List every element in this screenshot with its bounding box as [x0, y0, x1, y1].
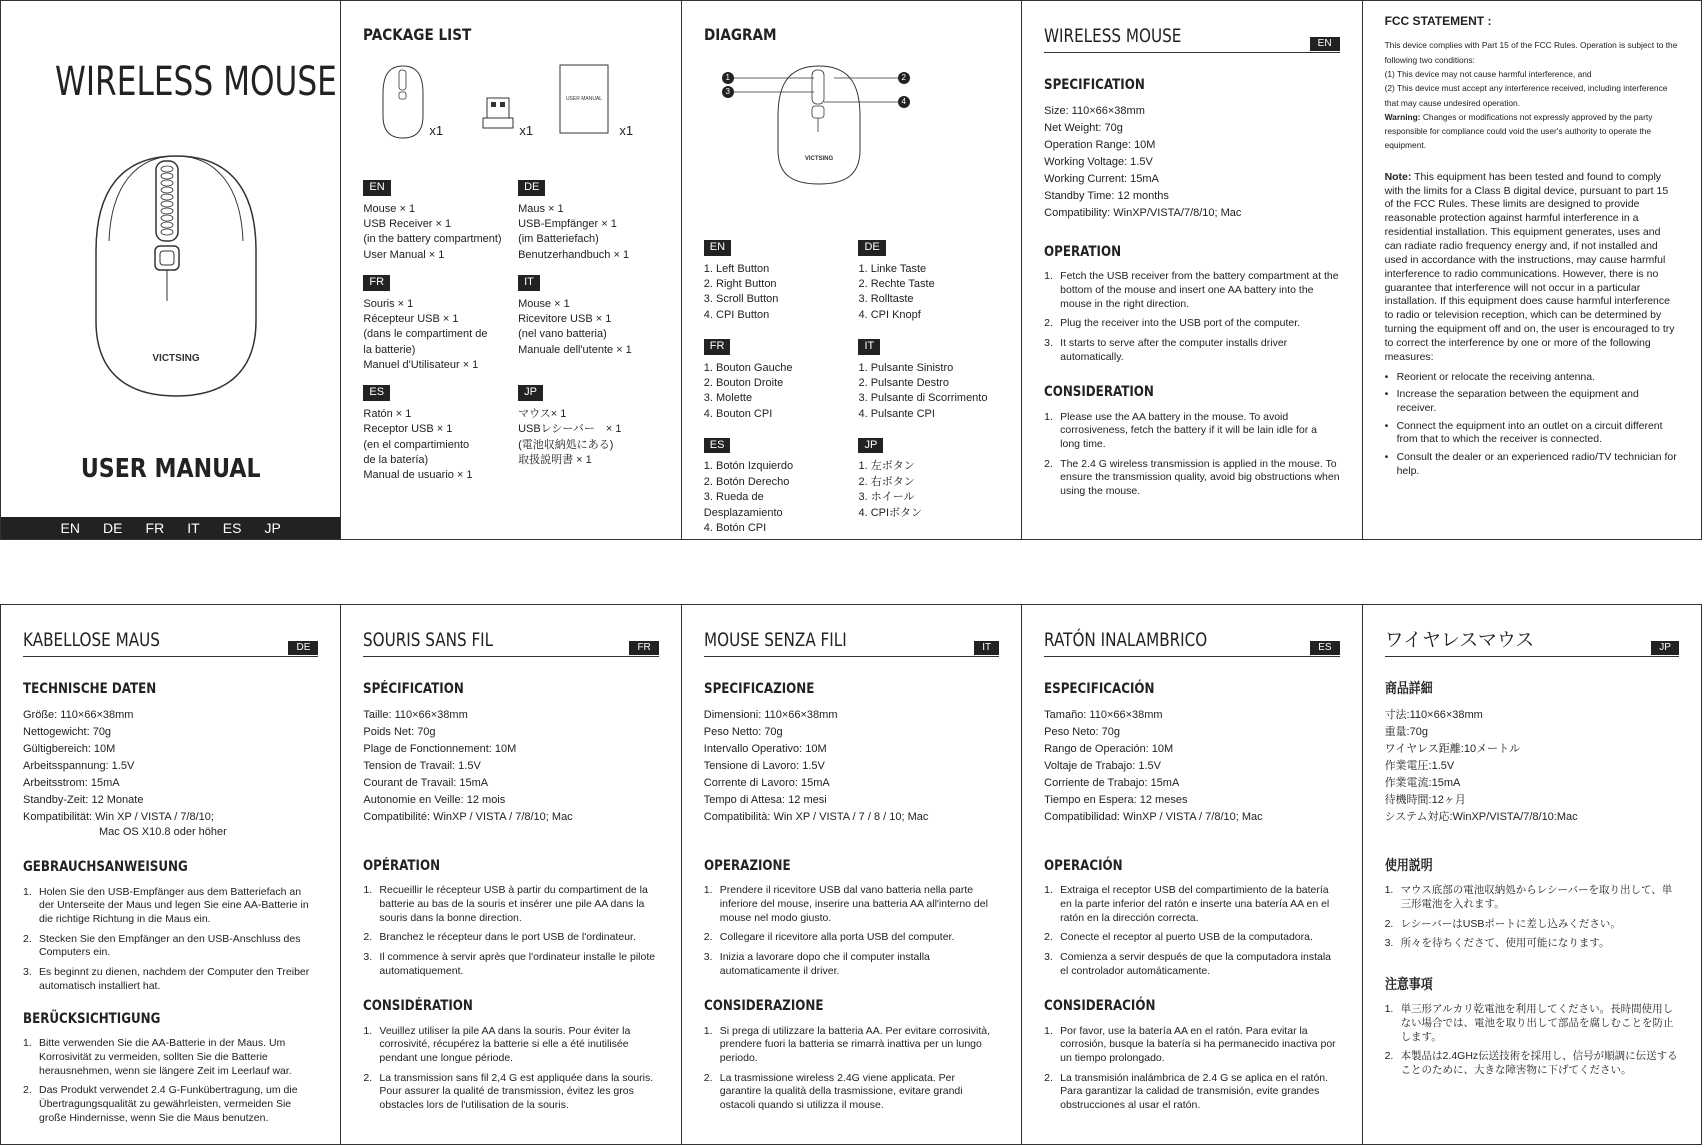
package-block-jp	[518, 385, 659, 483]
bottom-row	[0, 604, 1702, 1145]
section-title: RATÓN INALAMBRICO	[1044, 629, 1208, 651]
language-badge: ES	[704, 438, 731, 453]
spec-line: Standby Time: 12 months	[1044, 190, 1169, 203]
spec-list	[1044, 707, 1339, 826]
consideration-list	[23, 1037, 318, 1125]
package-heading: PACKAGE LIST	[363, 25, 472, 44]
spec-line: Working Voltage: 1.5V	[1044, 155, 1153, 168]
spec-line: Corriente de Trabajo: 15mA	[1044, 777, 1180, 790]
operation-step: 2. Plug the receiver into the USB port of the computer.	[1044, 317, 1301, 330]
diagram-line: 3. Rolltaste	[858, 293, 914, 306]
package-line: de la batería)	[363, 454, 429, 467]
package-block-it	[518, 275, 659, 373]
marker-cpi-button: 4	[898, 96, 910, 108]
package-line: Mouse × 1	[363, 202, 416, 215]
language-badge: IT	[974, 641, 999, 655]
mouse-quantity: x1	[429, 123, 444, 139]
diagram-line: 4. CPIボタン	[858, 506, 923, 519]
manual-quantity: x1	[619, 123, 634, 139]
spec-line: Taille: 110×66×38mm	[363, 708, 468, 721]
spec-line: Intervallo Operativo: 10M	[703, 742, 827, 755]
operation-step: 1. Recueillir le récepteur USB à partir du compartiment de la batterie au bas de la souris et insérer une pile AA dans la souris dans la bonne direction.	[363, 884, 648, 924]
spec-line: Compatibilité: WinXP / VISTA / 7/8/10; Mac	[363, 811, 573, 824]
diagram-line: 3. Pulsante di Scorrimento	[858, 392, 988, 405]
consideration-heading: CONSIDERATION	[1044, 384, 1155, 401]
package-line: (en el compartimiento	[363, 438, 470, 451]
operation-steps	[704, 884, 999, 978]
spec-list	[1385, 707, 1679, 826]
spec-line: 重量:70g	[1384, 725, 1428, 738]
operation-steps	[1044, 884, 1339, 978]
fcc-measure: • Consult the dealer or an experienced radio/TV technician for help.	[1385, 451, 1679, 478]
spec-line: Tempo di Attesa: 12 mesi	[703, 794, 827, 807]
diagram-line: 2. Botón Derecho	[703, 475, 790, 488]
diagram-line: 3. Rueda de Desplazamiento	[703, 491, 783, 519]
consideration-item: 1. Bitte verwenden Sie die AA-Batterie in der Maus. Um Korrosivität zu vermeiden, sollten Sie die Batterie herausnehmen, wenn sie längere Zeit im Leerlauf war.	[23, 1037, 292, 1077]
spec-line: Peso Neto: 70g	[1044, 725, 1121, 738]
spec-line: Größe: 110×66×38mm	[23, 708, 134, 721]
diagram-block-en	[704, 240, 845, 323]
package-line: USB Receiver × 1	[363, 217, 452, 230]
fcc-paragraph: (2) This device must accept any interference received, including interference that may cause undesired operation.	[1384, 83, 1668, 108]
operation-step: 3. Comienza a servir después de que la computadora instala el controlador automáticamente.	[1044, 951, 1331, 977]
package-line: (電池収納処にある)	[518, 438, 614, 451]
consideration-list	[1385, 1003, 1679, 1077]
operation-steps	[1385, 884, 1679, 951]
package-line: (in the battery compartment)	[363, 233, 502, 246]
package-line: Récepteur USB × 1	[363, 312, 459, 325]
section-title-bar	[704, 627, 999, 657]
marker-left-button: 1	[722, 72, 734, 84]
spec-heading: ESPECIFICACIÓN	[1044, 680, 1155, 697]
diagram-line: 2. Right Button	[703, 277, 777, 290]
language-badge: EN	[704, 240, 731, 255]
operation-step: 2. Conecte el receptor al puerto USB de la computadora.	[1044, 931, 1313, 944]
operation-step: 1. Extraiga el receptor USB del compartimiento de la batería en la parte inferior del ratón e inserte una batería AA en el ratón en la dirección correcta.	[1044, 884, 1330, 924]
spec-list	[704, 707, 999, 826]
consideration-item: 2. La transmission sans fil 2,4 G est appliquée dans la souris. Pour assurer la qualité de transmission, évitez les gros obstacles lors de l'utilisation de la souris.	[363, 1071, 654, 1111]
section-title: WIRELESS MOUSE	[1044, 25, 1182, 47]
section-title-bar	[1044, 23, 1339, 53]
spec-line: Dimensioni: 110×66×38mm	[703, 708, 838, 721]
language-label: JP	[264, 519, 281, 536]
language-badge: IT	[518, 275, 540, 290]
english-panel	[1021, 1, 1361, 539]
consideration-list	[363, 1025, 658, 1113]
spec-line: 寸法:110×66×38mm	[1384, 708, 1483, 721]
fcc-paragraph: (1) This device may not cause harmful interference, and	[1384, 68, 1592, 79]
spec-heading: SPECIFICAZIONE	[703, 680, 815, 697]
operation-step: 3. Es beginnt zu dienen, nachdem der Computer den Treiber automatisch installiert hat.	[23, 965, 310, 992]
diagram-block-de	[858, 240, 999, 323]
package-line: Ricevitore USB × 1	[518, 312, 612, 325]
spec-line: Compatibilità: Win XP / VISTA / 7 / 8 / 10; Mac	[703, 811, 929, 824]
language-label: EN	[60, 519, 80, 536]
spec-line: Gültigbereich: 10M	[23, 742, 116, 755]
diagram-block-jp	[858, 438, 999, 536]
section-title: KABELLOSE MAUS	[23, 629, 160, 651]
spec-line: Tamaño: 110×66×38mm	[1044, 708, 1163, 721]
brand-logo: VICTSING	[152, 353, 200, 364]
german-panel	[0, 605, 340, 1144]
spec-line: Arbeitsstrom: 15mA	[23, 777, 120, 790]
fcc-measure: • Connect the equipment into an outlet on a circuit different from that to which the receiver is connected.	[1385, 420, 1679, 447]
operation-step: 3. It starts to serve after the computer installs driver automatically.	[1044, 337, 1288, 363]
operation-step: 1. Prendere il ricevitore USB dal vano batteria nella parte inferiore del mouse, inserire una batteria AA all'interno del mouse nel modo giusto.	[703, 884, 988, 924]
package-line: Maus × 1	[518, 202, 564, 215]
operation-step: 1. Holen Sie den USB-Empfänger aus dem Batteriefach an der Unterseite der Maus und legen Sie eine AA-Batterie in die richtige Richtung in die Maus ein.	[23, 885, 309, 925]
fcc-measure: • Reorient or relocate the receiving antenna.	[1385, 371, 1679, 385]
fcc-note: Note: This equipment has been tested and found to comply with the limits for a Class B digital device, pursuant to part 15 of the FCC Rules. These limits are designed to provide reasonable protection against harmful interference in a residential installation. This equipment generates, uses and can radiate radio frequency energy and, if not installed and used in accordance with the instructions, may cause harmful interference to radio communications. However, there is no guarantee that interference will not occur in a particular installation. If this equipment does cause harmful interference to radio or television reception, which can be determined by turning the equipment off and on, the user is encouraged to try to correct the interference by one or more of the following measures:	[1384, 170, 1675, 363]
spanish-panel	[1021, 605, 1361, 1144]
fcc-warning: Warning: Changes or modifications not expressly approved by the party responsible for compliance could void the user's authority to operate the equipment.	[1384, 111, 1653, 151]
consideration-item: 1. Veuillez utiliser la pile AA dans la souris. Pour éviter la corrosivité, récupérez la batterie si elle a été inutilisée pendant une longue période.	[363, 1024, 631, 1064]
section-title-bar	[1385, 627, 1679, 657]
diagram-line: 2. Bouton Droite	[703, 376, 784, 389]
diagram-line: 3. Molette	[703, 392, 753, 405]
spec-line: システム対応:WinXP/VISTA/7/8/10:Mac	[1384, 811, 1578, 824]
top-row	[0, 0, 1702, 540]
language-badge: JP	[518, 385, 543, 400]
section-title-bar	[363, 627, 658, 657]
spec-list	[23, 707, 318, 840]
diagram-line: 1. Bouton Gauche	[703, 361, 793, 374]
package-block-de	[518, 180, 659, 263]
diagram-line: 2. 右ボタン	[858, 475, 915, 488]
spec-line: Voltaje de Trabajo: 1.5V	[1044, 759, 1161, 772]
section-title: MOUSE SENZA FILI	[703, 629, 847, 651]
spec-line: Peso Netto: 70g	[703, 725, 783, 738]
spec-line: Courant de Travail: 15mA	[363, 777, 489, 790]
spec-line: Net Weight: 70g	[1044, 121, 1123, 134]
spec-line: Tension de Travail: 1.5V	[363, 759, 481, 772]
fcc-measures	[1385, 371, 1679, 478]
diagram-leader-lines	[734, 77, 900, 107]
fcc-paragraph: This device complies with Part 15 of the FCC Rules. Operation is subject to the following two conditions:	[1384, 40, 1678, 65]
operation-heading: GEBRAUCHSANWEISUNG	[23, 859, 188, 876]
spec-line: Rango de Operación: 10M	[1044, 742, 1174, 755]
spec-list	[1044, 103, 1339, 222]
spec-line: 待機時間:12ヶ月	[1384, 794, 1466, 807]
section-title-bar	[23, 627, 318, 657]
consideration-list	[1044, 1025, 1339, 1113]
diagram-line: 4. Botón CPI	[703, 522, 767, 535]
spec-line: Size: 110×66×38mm	[1044, 104, 1145, 117]
cover-panel	[0, 1, 340, 539]
consideration-item: 2. La trasmissione wireless 2.4G viene applicata. Per garantire la qualità della trasmissione, evitare grandi ostacoli quando si utilizza il mouse.	[703, 1071, 963, 1111]
diagram-line: 1. Botón Izquierdo	[703, 460, 794, 473]
diagram-line: 2. Pulsante Destro	[858, 376, 949, 389]
package-line: Benutzerhandbuch × 1	[518, 248, 630, 261]
package-line: (im Batteriefach)	[518, 233, 599, 246]
spec-line: Compatibilidad: WinXP / VISTA / 7/8/10; Mac	[1044, 811, 1263, 824]
consideration-item: 1. Please use the AA battery in the mouse. To avoid corrosiveness, fetch the battery if it will be lain idle for a long time.	[1044, 410, 1317, 450]
language-label: ES	[222, 519, 242, 536]
consideration-item: 2. La transmisión inalámbrica de 2.4 G se aplica en el ratón. Para garantizar la calidad de transmisión, evite grandes obstrucciones al usar el ratón.	[1044, 1071, 1329, 1111]
diagram-panel	[681, 1, 1021, 539]
diagram-line: 1. Linke Taste	[858, 262, 927, 275]
spec-line: Corrente di Lavoro: 15mA	[703, 777, 830, 790]
spec-heading: TECHNISCHE DATEN	[23, 680, 157, 697]
package-items	[363, 60, 658, 170]
mouse-diagram	[704, 60, 999, 210]
marker-right-button: 2	[898, 72, 910, 84]
package-block-es	[363, 385, 504, 483]
spec-line: Compatibility: WinXP/VISTA/7/8/10; Mac	[1044, 207, 1242, 220]
diagram-legend-grid	[704, 240, 999, 536]
svg-text:VICTSING: VICTSING	[804, 156, 833, 163]
consideration-item: 1. 単三形アルカリ乾電池を利用してください。長時間使用しない場合では、電池を取り出して部品を腐しむことを防止します。	[1384, 1003, 1674, 1043]
spec-line: Nettogewicht: 70g	[23, 725, 112, 738]
fcc-measure: • Increase the separation between the equipment and receiver.	[1385, 388, 1679, 415]
operation-step: 2. レシーバーはUSBポートに差し込みください。	[1384, 917, 1621, 930]
language-badge: ES	[1310, 641, 1339, 655]
fcc-heading: FCC STATEMENT :	[1384, 14, 1492, 28]
operation-steps	[1044, 270, 1339, 364]
spec-heading: SPECIFICATION	[1044, 76, 1145, 93]
package-line: マウス× 1	[518, 407, 567, 420]
spec-line: Tiempo en Espera: 12 meses	[1044, 794, 1188, 807]
language-badge: ES	[363, 385, 390, 400]
spec-line: Arbeitsspannung: 1.5V	[23, 759, 135, 772]
diagram-line: 3. ホイール	[858, 491, 915, 504]
spec-line: Operation Range: 10M	[1044, 138, 1156, 151]
manual-illustration	[559, 64, 609, 134]
consideration-item: 1. Si prega di utilizzare la batteria AA. Per evitare corrosività, prendere fuori la batteria se rimarrà inattiva per un lungo periodo.	[703, 1024, 990, 1064]
consideration-heading: 注意事項	[1384, 977, 1433, 994]
diagram-line: 4. CPI Knopf	[858, 308, 921, 321]
section-title: SOURIS SANS FIL	[363, 629, 494, 651]
diagram-block-es	[704, 438, 845, 536]
diagram-block-fr	[704, 339, 845, 422]
diagram-line: 4. CPI Button	[703, 308, 770, 321]
package-block-en	[363, 180, 504, 263]
spec-heading: 商品詳細	[1384, 680, 1433, 697]
consideration-list	[704, 1025, 999, 1113]
operation-step: 3. 所々を待ちくださて、使用可能になります。	[1384, 937, 1610, 950]
receiver-quantity: x1	[519, 123, 534, 139]
spec-line: 作業電圧:1.5V	[1384, 759, 1455, 772]
mouse-illustration	[91, 151, 261, 401]
consideration-heading: BERÜCKSICHTIGUNG	[23, 1011, 161, 1028]
french-panel	[340, 605, 680, 1144]
consideration-heading: CONSIDÉRATION	[363, 998, 474, 1015]
language-badge: FR	[363, 275, 390, 290]
language-badge: IT	[858, 339, 880, 354]
language-badge: FR	[704, 339, 731, 354]
package-panel	[340, 1, 680, 539]
operation-step: 1. Fetch the USB receiver from the battery compartment at the bottom of the mouse and insert one AA battery into the mouse in the right direction.	[1044, 270, 1339, 310]
package-line: (nel vano batteria)	[518, 328, 607, 341]
spec-heading: SPÉCIFICATION	[363, 680, 465, 697]
spec-line: Tensione di Lavoro: 1.5V	[703, 759, 825, 772]
package-line: Mouse × 1	[518, 297, 570, 310]
language-strip	[1, 517, 340, 539]
spec-line: Mac OS X10.8 oder höher	[99, 826, 227, 839]
language-badge: EN	[1310, 37, 1340, 51]
spec-list	[363, 707, 658, 826]
consideration-heading: CONSIDERAZIONE	[703, 998, 824, 1015]
consideration-item: 2. The 2.4 G wireless transmission is applied in the mouse. To ensure the transmission quality, avoid big obstructions when using the mouse.	[1044, 457, 1340, 497]
package-line: la batterie)	[363, 343, 416, 356]
operation-steps	[363, 884, 658, 978]
spec-line: ワイヤレス距離:10メートル	[1384, 742, 1521, 755]
cover-title: WIRELESS MOUSE	[55, 59, 337, 105]
spec-line: Kompatibilität: Win XP / VISTA / 7/8/10;	[23, 811, 214, 824]
language-label: FR	[145, 519, 165, 536]
operation-step: 2. Stecken Sie den Empfänger an den USB-Anschluss des Computers ein.	[23, 932, 301, 959]
language-badge: EN	[363, 180, 390, 195]
spec-line: Plage de Fonctionnement: 10M	[363, 742, 517, 755]
section-title: ワイヤレスマウス	[1384, 629, 1535, 651]
package-line: USB-Empfänger × 1	[518, 217, 617, 230]
package-contents-grid	[363, 180, 658, 484]
spec-line: 作業電流:15mA	[1384, 777, 1461, 790]
package-line: 取扱説明書 × 1	[518, 454, 592, 467]
diagram-line: 1. 左ボタン	[858, 460, 915, 473]
japanese-panel	[1362, 605, 1702, 1144]
diagram-block-it	[858, 339, 999, 422]
usb-receiver-illustration	[481, 96, 515, 132]
operation-heading: OPERATION	[1044, 244, 1122, 261]
spec-line: Working Current: 15mA	[1044, 173, 1159, 186]
section-title-bar	[1044, 627, 1339, 657]
diagram-line: 3. Scroll Button	[703, 293, 779, 306]
cover-subtitle: USER MANUAL	[80, 454, 261, 484]
operation-step: 3. Il commence à servir après que l'ordinateur installe le pilote automatiquement.	[363, 951, 656, 977]
spec-line: Poids Net: 70g	[363, 725, 436, 738]
consideration-item: 2. Das Produkt verwendet 2.4 G-Funkübertragung, um die Übertragungsqualität zu gewährleisten, vermeiden Sie große Hindernisse, wenn Sie die Maus benutzen.	[23, 1084, 298, 1124]
package-line: User Manual × 1	[363, 248, 445, 261]
language-label: IT	[187, 519, 200, 536]
language-badge: JP	[1651, 641, 1679, 655]
spec-line: Autonomie en Veille: 12 mois	[363, 794, 506, 807]
language-badge: FR	[629, 641, 658, 655]
svg-text:USER MANUAL: USER MANUAL	[566, 96, 603, 103]
diagram-line: 4. Pulsante CPI	[858, 407, 935, 420]
consideration-item: 2. 本製品は2.4GHz伝送技術を採用し、信号が順調に伝送することのために、大きな障害物に下げてください。	[1384, 1050, 1678, 1076]
consideration-heading: CONSIDERACIÓN	[1044, 998, 1156, 1015]
diagram-line: 2. Rechte Taste	[858, 277, 935, 290]
spec-line: Standby-Zeit: 12 Monate	[23, 794, 144, 807]
operation-step: 1. マウス底部の電池収納処からレシーバーを取り出して、単三形電池を入れます。	[1384, 884, 1673, 911]
package-line: Souris × 1	[363, 297, 414, 310]
language-label: DE	[103, 519, 123, 536]
language-badge: DE	[518, 180, 545, 195]
package-line: Ratón × 1	[363, 407, 412, 420]
language-badge: JP	[858, 438, 883, 453]
operation-step: 2. Collegare il ricevitore alla porta USB del computer.	[703, 931, 955, 944]
operation-step: 2. Branchez le récepteur dans le port USB de l'ordinateur.	[363, 931, 636, 944]
consideration-list	[1044, 411, 1339, 499]
diagram-heading: DIAGRAM	[703, 25, 777, 44]
operation-heading: OPÉRATION	[363, 858, 441, 875]
package-line: Manual de usuario × 1	[363, 469, 473, 482]
operation-steps	[23, 886, 318, 993]
package-line: Manuale dell'utente × 1	[518, 343, 632, 356]
marker-scroll-button: 3	[722, 86, 734, 98]
language-badge: DE	[288, 641, 318, 655]
package-line: Receptor USB × 1	[363, 423, 453, 436]
operation-step: 3. Inizia a lavorare dopo che il computer installa automaticamente il driver.	[703, 951, 930, 977]
package-line: (dans le compartiment de	[363, 328, 488, 341]
fcc-panel	[1362, 1, 1702, 539]
package-line: Manuel d'Utilisateur × 1	[363, 359, 479, 372]
operation-heading: OPERACIÓN	[1044, 858, 1123, 875]
diagram-line: 4. Bouton CPI	[703, 407, 773, 420]
operation-heading: OPERAZIONE	[703, 858, 791, 875]
language-badge: DE	[858, 240, 885, 255]
consideration-item: 1. Por favor, use la batería AA en el ratón. Para evitar la corrosión, busque la batería si ha permanecido inactiva por un tiempo prolongado.	[1044, 1024, 1336, 1064]
operation-heading: 使用説明	[1384, 858, 1433, 875]
package-line: USBレシーバー × 1	[518, 423, 622, 436]
diagram-line: 1. Pulsante Sinistro	[858, 361, 954, 374]
diagram-line: 1. Left Button	[703, 262, 770, 275]
mouse-small-illustration	[381, 64, 425, 140]
italian-panel	[681, 605, 1021, 1144]
package-block-fr	[363, 275, 504, 373]
